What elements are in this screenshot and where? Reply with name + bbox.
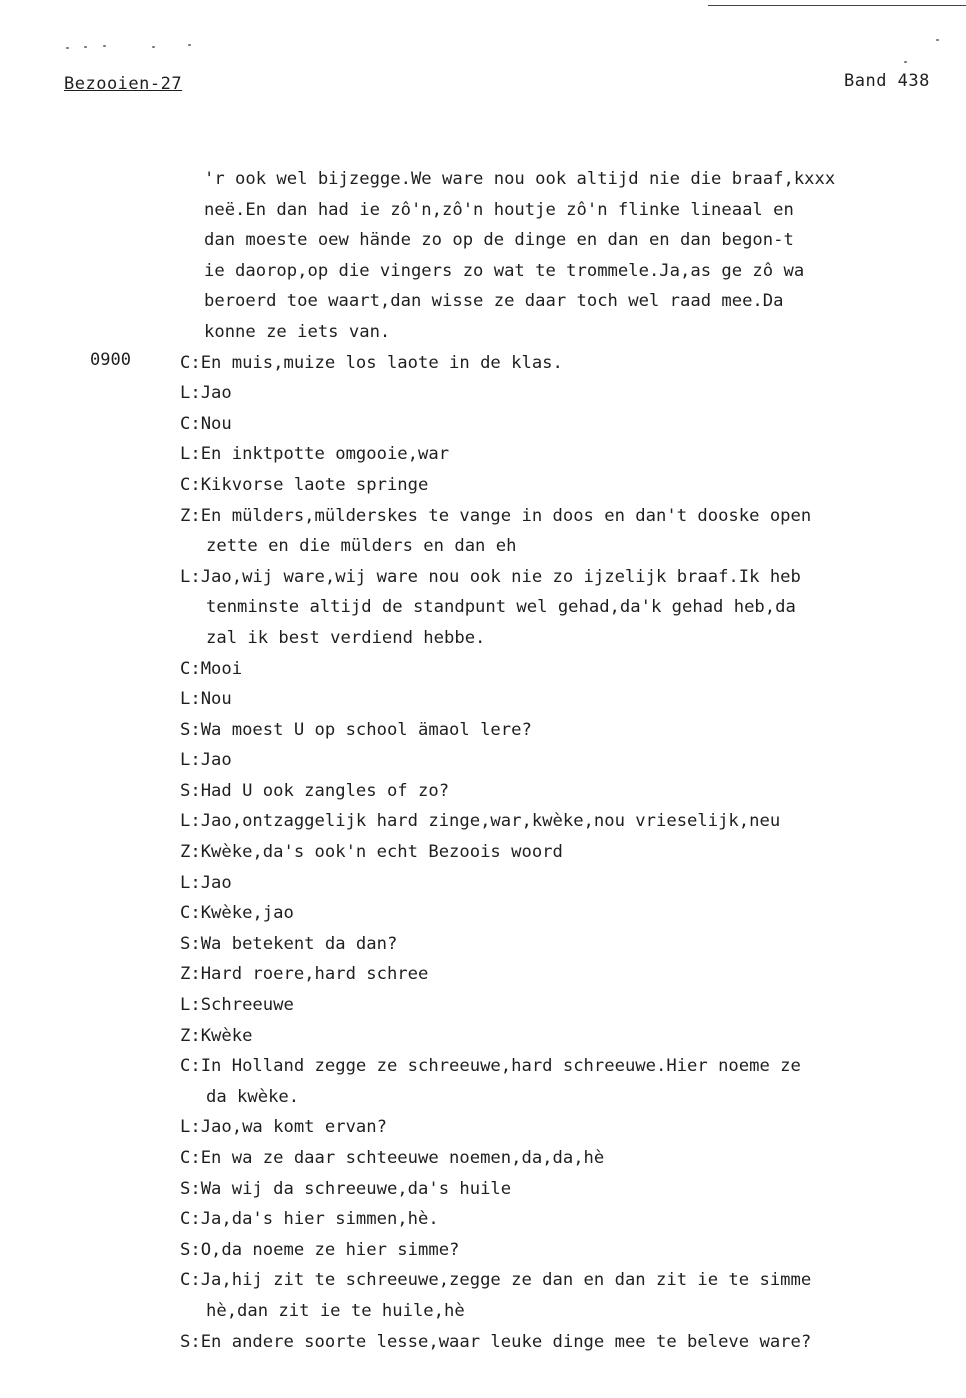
scan-speck (66, 47, 69, 49)
scan-speck (103, 45, 106, 47)
transcript-line: L:En inktpotte omgooie,war (180, 444, 450, 465)
transcript-line: S:Wa wij da schreeuwe,da's huile (180, 1178, 512, 1199)
scan-speck (188, 44, 191, 46)
transcript-line: beroerd toe waart,dan wisse ze daar toch wel raad mee.Da (204, 291, 784, 312)
transcript-line: S:O,da noeme ze hier simme? (180, 1239, 460, 1260)
transcript-line: L:Jao (180, 750, 232, 771)
transcript-line: L:Jao,wa komt ervan? (180, 1117, 387, 1138)
transcript-line: L:Jao (180, 872, 232, 893)
timecode: 0900 (90, 350, 131, 370)
transcript-line: C:In Holland zegge ze schreeuwe,hard schreeuwe.Hier noeme ze (180, 1056, 801, 1077)
transcript-line: dan moeste oew hände zo op de dinge en dan en dan begon-t (204, 230, 794, 251)
transcript-line: 'r ook wel bijzegge.We ware nou ook altijd nie die braaf,kxxx (204, 169, 836, 189)
transcript-line: hè,dan zit ie te huile,hè (206, 1300, 465, 1321)
transcript-line: da kwèke. (206, 1086, 300, 1107)
transcript-line: C:Ja,da's hier simmen,hè. (180, 1209, 439, 1230)
transcript-line: neë.En dan had ie zô'n,zô'n houtje zô'n flinke lineaal en (204, 199, 794, 220)
top-rule (708, 5, 966, 6)
transcript-line: L:Jao,ontzaggelijk hard zinge,war,kwèke,nou vrieselijk,neu (180, 811, 781, 832)
scan-speck (84, 46, 87, 48)
transcript-line: C:Ja,hij zit te schreeuwe,zegge ze dan en dan zit ie te simme (180, 1270, 812, 1291)
transcript-line: Z:Kwèke,da's ook'n echt Bezoois woord (180, 842, 563, 863)
transcript-line: S:Wa moest U op school ämaol lere? (180, 719, 532, 740)
transcript-body (0, 164, 966, 1357)
tape-number: Band 438 (844, 71, 930, 91)
transcript-line: L:Jao,wij ware,wij ware nou ook nie zo ijzelijk braaf.Ik heb (180, 566, 801, 587)
scan-speck (152, 46, 155, 48)
scan-speck (936, 39, 939, 41)
transcript-line: S:Had U ook zangles of zo? (180, 780, 450, 801)
transcript-line: C:Kikvorse laote springe (180, 474, 429, 495)
transcript-line: C:Mooi (180, 658, 243, 679)
transcript-line: S:En andere soorte lesse,waar leuke dinge mee te beleve ware? (180, 1331, 812, 1352)
transcript-line: C:En wa ze daar schteeuwe noemen,da,da,hè (180, 1148, 605, 1168)
transcript-line: S:Wa betekent da dan? (180, 933, 398, 954)
document-id: Bezooien-27 (64, 74, 183, 94)
transcript-line: L:Jao (180, 383, 232, 404)
transcript-line: L:Nou (180, 689, 232, 710)
transcript-line: Z:En mülders,mülderskes te vange in doos en dan't dooske open (180, 505, 812, 526)
transcript-line: Z:Hard roere,hard schree (180, 964, 429, 985)
transcript-line: ie daorop,op die vingers zo wat te trommele.Ja,as ge zô wa (204, 260, 805, 281)
transcript-line: L:Schreeuwe (180, 995, 294, 1016)
transcript-line: zette en die mülders en dan eh (206, 536, 517, 557)
transcript-line: konne ze iets van. (204, 321, 391, 342)
transcript-line: C:Kwèke,jao (180, 903, 294, 924)
transcript-line: tenminste altijd de standpunt wel gehad,da'k gehad heb,da (206, 597, 796, 618)
transcript-line: C:Nou (180, 413, 232, 434)
transcript-line: zal ik best verdiend hebbe. (206, 627, 486, 648)
scan-speck (904, 61, 907, 63)
transcript-line: Z:Kwèke (180, 1025, 253, 1046)
transcript-line: C:En muis,muize los laote in de klas. (180, 352, 563, 373)
